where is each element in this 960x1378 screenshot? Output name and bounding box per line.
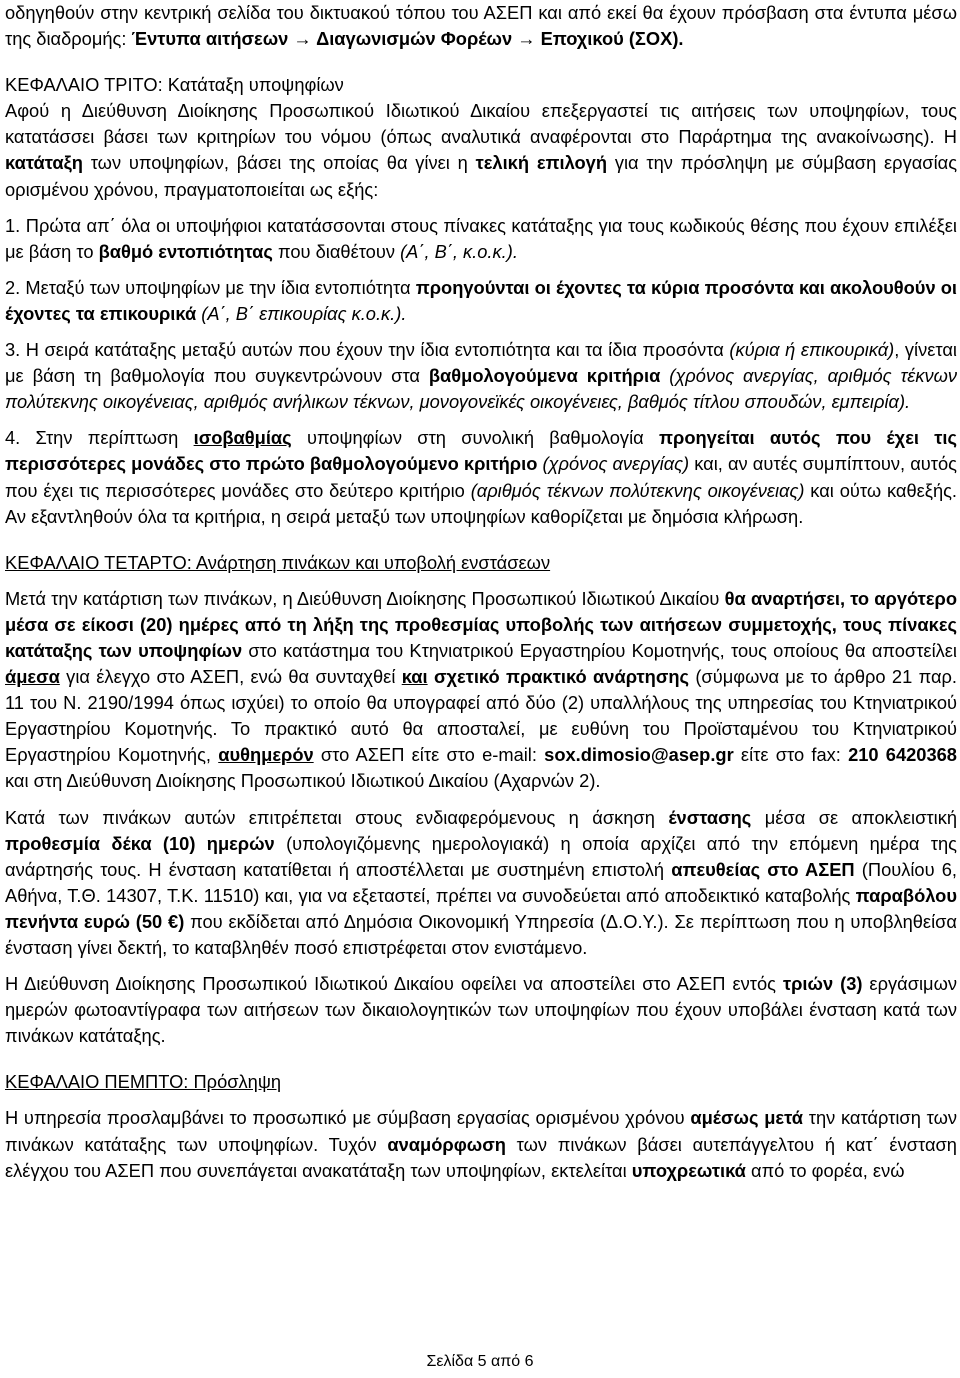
intro-text: οδηγηθούν στην κεντρική σελίδα του δικτυακού τόπου του ΑΣΕΠ και από εκεί θα έχουν πρόσβαση στα έντυπα μέσω της διαδρομής: bbox=[5, 2, 957, 50]
ranking-rule-3: 3. Η σειρά κατάταξης μεταξύ αυτών που έχουν την ίδια εντοπιότητα και τα ίδια προσόντα (κύρια ή επικουρικά), γίνεται με βάση τη βαθμολογία που συγκεντρώνουν στα βαθμολογούμενα κριτήρια (χρόνος ανεργίας, αριθμός τέκνων πολύτεκνης οικογένειας, αριθμός ανήλικων τέκνων, μονογονεϊκές οικογένειες, βαθμός τίτλου σπουδών, εμπειρία). bbox=[5, 339, 958, 413]
ranking-rule-2: 2. Μεταξύ των υποψηφίων με την ίδια εντοπιότητα προηγούνται οι έχοντες τα κύρια προσόντα και ακολουθούν οι έχοντες τα επικουρικά (Α΄, Β΄ επικουρίας κ.ο.κ.). bbox=[5, 276, 958, 324]
path-segment-2: Διαγωνισμών Φορέων bbox=[316, 28, 513, 50]
chapter-4-paragraph-3: Η Διεύθυνση Διοίκησης Προσωπικού Ιδιωτικού Δικαίου οφείλει να αποστείλει στο ΑΣΕΠ εντός τριών (3) εργάσιμων ημερών φωτοαντίγραφα των αιτήσεων των δικαιολογητικών των υποψηφίων που έχουν υποβάλει ένσταση κατά των πινάκων κατάταξης. bbox=[5, 973, 957, 1047]
fax-number: 210 6420368 bbox=[848, 744, 957, 766]
path-segment-3: Εποχικού (ΣΟΧ). bbox=[540, 28, 684, 50]
intro-paragraph bbox=[5, 0, 957, 52]
chapter-4-paragraph-1: Μετά την κατάρτιση των πινάκων, η Διεύθυνση Διοίκησης Προσωπικού Ιδιωτικού Δικαίου θα αναρτήσει, το αργότερο μέσα σε είκοσι (20) ημέρες από τη λήξη της προθεσμίας υποβολής των αιτήσεων συμμετοχής, τους πίνακες κατάταξης των υποψηφίων στο κατάστημα του Κτηνιατρικού Εργαστηρίου Κομοτηνής, τους οποίους θα αποστείλει άμεσα για έλεγχο στο ΑΣΕΠ, ενώ θα συνταχθεί και σχετικό πρακτικό ανάρτησης (σύμφωνα με το άρθρο 21 παρ. 11 του Ν. 2190/1994 όπως ισχύει) το οποίο θα υπογραφεί από δύο (2) υπαλλήλους της υπηρεσίας του Κτηνιατρικού Εργαστηρίου Κομοτηνής. Το πρακτικό αυτό θα αποσταλεί, με ευθύνη του Προϊσταμένου του Κτηνιατρικού Εργαστηρίου Κομοτηνής, αυθημερόν στο ΑΣΕΠ είτε στο e-mail: sox.dimosio@asep.gr είτε στο fax: 210 6420368 και στη Διεύθυνση Διοίκησης Προσωπικού Ιδιωτικού Δικαίου (Αχαρνών 2). bbox=[5, 587, 957, 792]
ranking-rule-1: 1. Πρώτα απ΄ όλα οι υποψήφιοι κατατάσσονται στους πίνακες κατάταξης για τους κωδικούς θέσης που έχουν επιλέξει με βάση το βαθμό εντοπιότητας που διαθέτουν (Α΄, Β΄, κ.ο.κ.). bbox=[5, 214, 957, 262]
path-segment-1: Έντυπα αιτήσεων bbox=[131, 28, 289, 50]
chapter-5-paragraph: Η υπηρεσία προσλαμβάνει το προσωπικό με σύμβαση εργασίας ορισμένου χρόνου αμέσως μετά την κατάρτιση των πινάκων κατάταξης των υποψηφίων. Τυχόν αναμόρφωση των πινάκων βάσει αυτεπάγγελτου ή κατ΄ ένσταση ελέγχου του ΑΣΕΠ που συνεπάγεται ανακατάταξη των υποψηφίων, εκτελείται υποχρεωτικά από το φορέα, ενώ bbox=[5, 1107, 957, 1181]
page-number: Σελίδα 5 από 6 bbox=[426, 1353, 534, 1370]
chapter-4-heading: ΚΕΦΑΛΑΙΟ ΤΕΤΑΡΤΟ: Ανάρτηση πινάκων και υποβολή ενστάσεων bbox=[5, 551, 551, 573]
arrow-icon: → bbox=[512, 28, 541, 50]
chapter-3-heading: ΚΕΦΑΛΑΙΟ ΤΡΙΤΟ: Κατάταξη υποψηφίων bbox=[5, 74, 344, 96]
email-address: sox.dimosio@asep.gr bbox=[544, 744, 734, 766]
chapter-5-heading: ΚΕΦΑΛΑΙΟ ΠΕΜΠΤΟ: Πρόσληψη bbox=[5, 1071, 282, 1093]
document-page bbox=[5, 0, 957, 1184]
chapter-3-paragraph: Αφού η Διεύθυνση Διοίκησης Προσωπικού Ιδιωτικού Δικαίου επεξεργαστεί τις αιτήσεις των υποψηφίων, τους κατατάσσει βάσει των κριτηρίων του νόμου (όπως αναλυτικά αναφέρονται στο Παράρτημα της ανακοίνωσης). Η κατάταξη των υποψηφίων, βάσει της οποίας θα γίνει η τελική επιλογή για την πρόσληψη με σύμβαση εργασίας ορισμένου χρόνου, πραγματοποιείται ως εξής: bbox=[5, 100, 958, 200]
chapter-4-paragraph-2: Κατά των πινάκων αυτών επιτρέπεται στους ενδιαφερόμενους η άσκηση ένστασης μέσα σε αποκλειστική προθεσμία δέκα (10) ημερών (υπολογιζόμενης ημερολογιακά) η οποία αρχίζει από την επόμενη ημέρα της ανάρτησής τους. Η ένσταση κατατίθεται ή αποστέλλεται με συστημένη επιστολή απευθείας στο ΑΣΕΠ (Πουλίου 6, Αθήνα, Τ.Θ. 14307, Τ.Κ. 11510) και, για να εξεταστεί, πρέπει να συνοδεύεται από αποδεικτικό καταβολής παραβόλου πενήντα ευρώ (50 €) που εκδίδεται από Δημόσια Οικονομική Υπηρεσία (Δ.Ο.Υ.). Σε περίπτωση που η υποβληθείσα ένσταση γίνει δεκτή, το καταβληθέν ποσό επιστρέφεται στον ενιστάμενο. bbox=[5, 806, 957, 958]
arrow-icon: → bbox=[288, 28, 317, 50]
ranking-rule-4: 4. Στην περίπτωση ισοβαθμίας υποψηφίων στη συνολική βαθμολογία προηγείται αυτός που έχει τις περισσότερες μονάδες στο πρώτο βαθμολογούμενο κριτήριο (χρόνος ανεργίας) και, αν αυτές συμπίπτουν, αυτός που έχει τις περισσότερες μονάδες στο δεύτερο κριτήριο (αριθμός τέκνων πολύτεκνης οικογένειας) και ούτω καθεξής. Αν εξαντληθούν όλα τα κριτήρια, η σειρά μεταξύ των υποψηφίων καθορίζεται με δημόσια κλήρωση. bbox=[5, 427, 957, 527]
